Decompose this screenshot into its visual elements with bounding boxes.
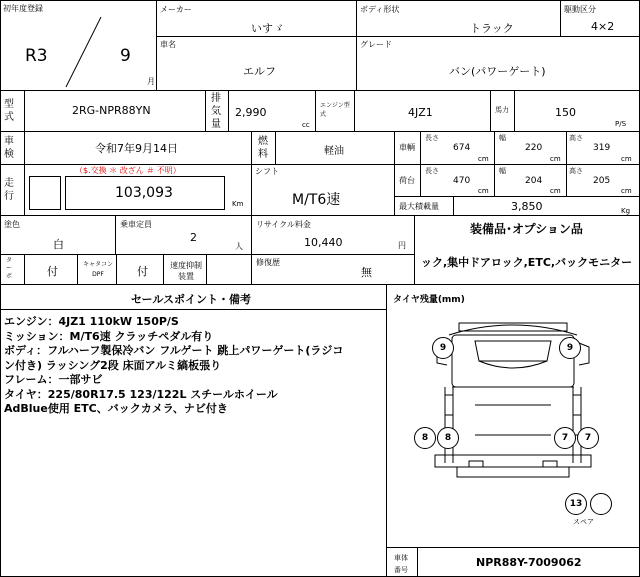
- max-load-label-cell: [394, 196, 454, 216]
- tire-spare: 13: [565, 493, 587, 515]
- sales-points-title: セールスポイント・備考: [131, 293, 252, 306]
- mileage-unit: Km: [232, 200, 244, 208]
- displacement-value: 2,990: [235, 106, 267, 119]
- spare-label: スペア: [573, 518, 594, 526]
- drive-cell: [560, 0, 640, 37]
- shift-cell: [251, 164, 395, 216]
- speed-limiter-label-cell: [163, 254, 207, 285]
- first-registration-cell: [0, 0, 157, 91]
- shift-label: シフト: [255, 167, 279, 176]
- chassis-label-cell: [386, 547, 418, 577]
- inspection-value-cell: [24, 131, 252, 165]
- tire-front-left: 9: [432, 337, 454, 359]
- cargo-dims-cell: [420, 164, 640, 197]
- displacement-label-cell: [205, 90, 229, 132]
- tire-diagram-title: タイヤ残量(mm): [393, 295, 465, 305]
- speed-limiter-value-cell: [206, 254, 252, 285]
- fuel-label-cell: [251, 131, 276, 165]
- first-registration-era-year: R3: [25, 46, 48, 66]
- displacement-value-cell: [228, 90, 316, 132]
- vehicle-height-value: 319: [593, 143, 611, 153]
- sales-point-line: ボディ：フルハーフ製保冷バン フルゲート 跳上パワーゲート(ラジコ: [4, 344, 344, 357]
- vehicle-width-unit: cm: [550, 155, 561, 163]
- car-name-cell: [156, 36, 357, 91]
- sales-point-line: フレーム：一部サビ: [4, 373, 103, 386]
- divider: [566, 132, 567, 164]
- sales-point-line: ミッション：M/T6速 クラッチペダル有り: [4, 329, 214, 343]
- displacement-unit: cc: [302, 121, 310, 129]
- first-registration-label: 初年度登録: [3, 4, 43, 13]
- turbo-value-cell: [24, 254, 78, 285]
- capacity-unit: 人: [235, 242, 243, 251]
- fuel-value: 軽油: [324, 146, 344, 157]
- turbo-label: ターボ: [5, 257, 12, 280]
- horsepower-value-cell: [514, 90, 640, 132]
- engine-model-value: 4JZ1: [408, 106, 433, 119]
- turbo-value: 付: [47, 265, 58, 278]
- color-value: 白: [53, 238, 64, 251]
- vehicle-dims-cell: [420, 131, 640, 165]
- drive-label: 駆動区分: [564, 5, 596, 14]
- cargo-dims-label-cell: [394, 164, 421, 197]
- tire-rear-left-outer: 8: [414, 427, 436, 449]
- cargo-height-value: 205: [593, 176, 611, 186]
- horsepower-unit: P/S: [615, 120, 627, 128]
- grade-cell: [356, 36, 640, 91]
- car-name-label: 車名: [160, 40, 176, 49]
- turbo-label-cell: [0, 254, 25, 285]
- vehicle-width-label: 幅: [499, 134, 506, 142]
- cargo-length-label: 長さ: [425, 167, 439, 175]
- tire-rear-left-inner: 8: [437, 427, 459, 449]
- speed-limiter-label: 速度抑制装置: [170, 261, 202, 281]
- cargo-width-label: 幅: [499, 167, 506, 175]
- cargo-dims-label: 荷台: [399, 176, 415, 185]
- body-type-value: トラック: [470, 22, 514, 35]
- cargo-length-value: 470: [453, 176, 471, 186]
- capacity-label: 乗車定員: [120, 220, 152, 229]
- recycle-cell: [251, 215, 415, 255]
- sales-points-lines: [4, 315, 343, 417]
- divider: [566, 165, 567, 196]
- equipment-text: ック,集中ドアロック,ETC,バックモニター: [421, 256, 633, 269]
- recycle-unit: 円: [398, 241, 406, 250]
- repair-label: 修復歴: [256, 258, 280, 267]
- engine-model-label-cell: [315, 90, 355, 132]
- maker-cell: [156, 0, 357, 37]
- shift-value: M/T6速: [292, 192, 341, 208]
- displacement-label: 排気量: [211, 93, 221, 130]
- grade-value: バン(パワーゲート): [449, 65, 546, 78]
- catalyzer-label: キャタコンDPF: [82, 261, 113, 278]
- sales-points-header-line: [1, 309, 386, 310]
- sales-point-line: エンジン：4JZ1 110kW 150P/S: [4, 315, 179, 328]
- vehicle-length-value: 674: [453, 143, 471, 153]
- model-value: 2RG-NPR88YN: [72, 104, 151, 117]
- registration-slash-line: [1, 1, 158, 92]
- repair-value: 無: [361, 266, 372, 279]
- maker-label: メーカー: [160, 5, 192, 14]
- vehicle-width-value: 220: [525, 143, 543, 153]
- engine-model-label: エンジン型式: [320, 102, 350, 118]
- horsepower-label: 馬力: [495, 106, 509, 114]
- sales-point-line: ン付き) ラッシング2段 床面アルミ縞板張り: [4, 358, 222, 372]
- equipment-title: 装備品･オプション品: [470, 222, 583, 236]
- month-unit: 月: [147, 77, 155, 86]
- vehicle-height-unit: cm: [621, 155, 632, 163]
- chassis-value: NPR88Y-7009062: [476, 556, 582, 569]
- fuel-value-cell: [275, 131, 395, 165]
- max-load-value: 3,850: [511, 200, 543, 213]
- mileage-value: 103,093: [115, 185, 173, 201]
- cargo-width-unit: cm: [550, 187, 561, 195]
- horsepower-label-cell: [490, 90, 515, 132]
- divider: [494, 165, 495, 196]
- inspection-label-cell: [0, 131, 25, 165]
- max-load-label: 最大積載量: [399, 202, 439, 211]
- repair-cell: [251, 254, 415, 285]
- inspection-value: 令和7年9月14日: [95, 142, 178, 155]
- color-label: 塗色: [4, 220, 20, 229]
- catalyzer-label-cell: [77, 254, 117, 285]
- model-label: 型式: [4, 99, 14, 123]
- cargo-height-label: 高さ: [569, 167, 583, 175]
- vehicle-dims-label-cell: [394, 131, 421, 165]
- sales-point-line: AdBlue使用 ETC、バックカメラ、ナビ付き: [4, 402, 228, 415]
- tire-rear-right-outer: 7: [577, 427, 599, 449]
- fuel-label: 燃料: [258, 136, 268, 160]
- chassis-value-cell: [417, 547, 640, 577]
- tire-rear-right-inner: 7: [554, 427, 576, 449]
- recycle-value: 10,440: [304, 236, 343, 249]
- cargo-width-value: 204: [525, 176, 543, 186]
- body-type-cell: [356, 0, 561, 37]
- sales-points-box: [0, 284, 387, 577]
- model-value-cell: [24, 90, 206, 132]
- engine-model-value-cell: [354, 90, 491, 132]
- mileage-label-cell: [0, 164, 25, 216]
- vehicle-length-label: 長さ: [425, 134, 439, 142]
- capacity-cell: [115, 215, 252, 255]
- model-label-cell: [0, 90, 25, 132]
- cargo-height-unit: cm: [621, 187, 632, 195]
- divider: [494, 132, 495, 164]
- catalyzer-value-cell: [116, 254, 164, 285]
- mileage-cell: [24, 164, 252, 216]
- max-load-unit: Kg: [621, 207, 631, 215]
- first-registration-month: 9: [120, 46, 131, 66]
- mileage-label: 走行: [4, 178, 14, 202]
- capacity-value: 2: [190, 231, 197, 244]
- tire-diagram-box: [386, 284, 640, 548]
- horsepower-value: 150: [555, 106, 576, 119]
- max-load-cell: [453, 196, 640, 216]
- catalyzer-value: 付: [137, 265, 148, 278]
- tire-front-right: 9: [559, 337, 581, 359]
- chassis-label: 車体番号: [394, 554, 408, 574]
- tire-spare-blank: [590, 493, 612, 515]
- vehicle-height-label: 高さ: [569, 134, 583, 142]
- color-cell: [0, 215, 116, 255]
- car-name-value: エルフ: [243, 65, 276, 78]
- grade-label: グレード: [360, 40, 392, 49]
- vehicle-dims-label: 車輌: [399, 143, 415, 152]
- equipment-cell: [414, 215, 640, 285]
- sales-point-line: タイヤ：225/80R17.5 123/122L スチールホイール: [4, 387, 278, 401]
- cargo-length-unit: cm: [478, 187, 489, 195]
- mileage-check-box: [29, 176, 61, 210]
- mileage-legend: （$.交換 ＊ 改ざん ＃ 不明）: [75, 166, 181, 175]
- recycle-label: リサイクル料金: [256, 220, 311, 229]
- maker-value: いすゞ: [251, 22, 284, 35]
- drive-value: 4×2: [591, 20, 615, 33]
- body-type-label: ボディ形状: [360, 5, 400, 14]
- inspection-label: 車検: [4, 136, 14, 160]
- vehicle-length-unit: cm: [478, 155, 489, 163]
